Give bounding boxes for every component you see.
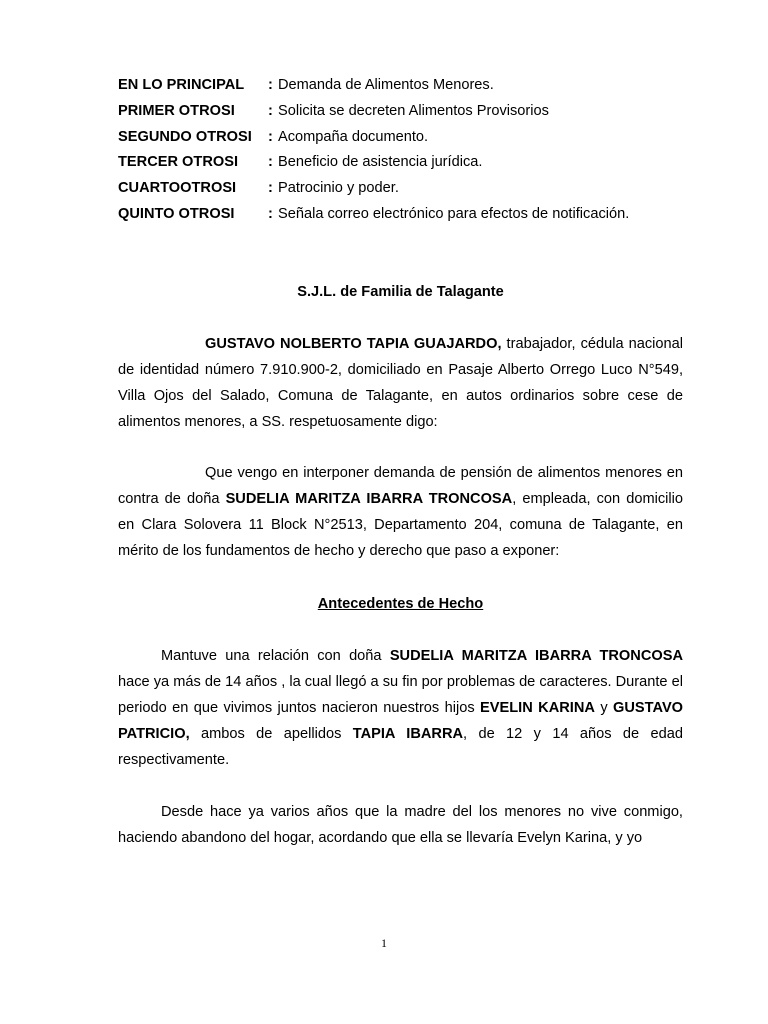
child-name: GUSTAVO PATRICIO	[118, 700, 684, 742]
summary-value: Solicita se decreten Alimentos Provisorios	[278, 102, 549, 119]
summary-row	[118, 202, 678, 228]
summary-key: CUARTOOTROSI	[118, 180, 237, 197]
comma-mark: ,	[185, 726, 190, 742]
summary-value: Demanda de Alimentos Menores.	[278, 77, 494, 93]
summary-key: SEGUNDO OTROSI	[118, 128, 252, 145]
summary-row	[118, 150, 678, 176]
paragraph-text: Que vengo en interponer demanda de pensión de alimentos menores en contra de doña	[118, 465, 683, 507]
paragraph-demand	[118, 460, 683, 564]
page-number: 1	[381, 936, 387, 950]
court-heading: S.J.L. de Familia de Talagante	[297, 284, 504, 300]
summary-block	[118, 73, 678, 228]
summary-colon: :	[268, 180, 273, 197]
plaintiff-name: GUSTAVO NOLBERTO TAPIA GUAJARDO,	[205, 336, 502, 352]
summary-row	[118, 176, 678, 202]
summary-key: PRIMER OTROSI	[118, 102, 235, 119]
summary-colon: :	[268, 102, 273, 119]
summary-value: Señala correo electrónico para efectos de notificación.	[278, 205, 630, 222]
summary-colon: :	[268, 205, 273, 222]
summary-key: TERCER OTROSI	[118, 154, 238, 171]
summary-value: Beneficio de asistencia jurídica.	[278, 154, 483, 171]
paragraph-text: Mantuve una relación con doña	[161, 648, 390, 664]
defendant-name: SUDELIA MARITZA IBARRA TRONCOSA	[389, 648, 683, 664]
summary-colon: :	[268, 154, 273, 171]
summary-colon: :	[268, 128, 273, 145]
summary-value: Acompaña documento.	[278, 128, 429, 145]
paragraph-continuation: Desde hace ya varios años que la madre del los menores no vive conmigo, haciendo abandono del hogar, acordando que ella se llevaría Evelyn Karina, y yo	[118, 804, 683, 846]
section-title: Antecedentes de Hecho	[317, 596, 484, 612]
paragraph-text: y	[594, 700, 614, 716]
paragraph-facts	[118, 643, 683, 773]
children-surnames: TAPIA IBARRA	[352, 726, 464, 742]
defendant-name: SUDELIA MARITZA IBARRA TRONCOSA	[225, 491, 513, 507]
summary-key: EN LO PRINCIPAL	[118, 77, 245, 93]
paragraph-text: , de 12 y 14 años de edad respectivamente.	[118, 726, 684, 768]
summary-row	[118, 73, 678, 99]
paragraph-text: ambos de apellidos	[189, 726, 353, 742]
summary-colon: :	[268, 77, 273, 93]
summary-value: Patrocinio y poder.	[278, 180, 399, 197]
summary-key: QUINTO OTROSI	[118, 205, 235, 222]
child-name: EVELIN KARINA	[480, 700, 595, 716]
paragraph-identification	[118, 331, 683, 435]
summary-row	[118, 125, 678, 151]
summary-row	[118, 99, 678, 125]
paragraph-text: hace ya más de 14 años , la cual llegó a su fin por problemas de caracteres. Durante el periodo en que vivimos juntos nacieron nuestros hijos	[118, 674, 683, 716]
paragraph-text: trabajador, cédula nacional de identidad número 7.910.900-2, domiciliado en Pasaje Alberto Orrego Luco N°549, Villa Ojos del Salado, Comuna de Talagante, en autos ordinarios sobre cese de alimentos menores, a SS. respetuosamente digo:	[118, 336, 683, 430]
paragraph-text: , empleada, con domicilio en Clara Solovera 11 Block N°2513, Departamento 204, comuna de Talagante, en mérito de los fundamentos de hecho y derecho que paso a exponer:	[118, 491, 683, 559]
